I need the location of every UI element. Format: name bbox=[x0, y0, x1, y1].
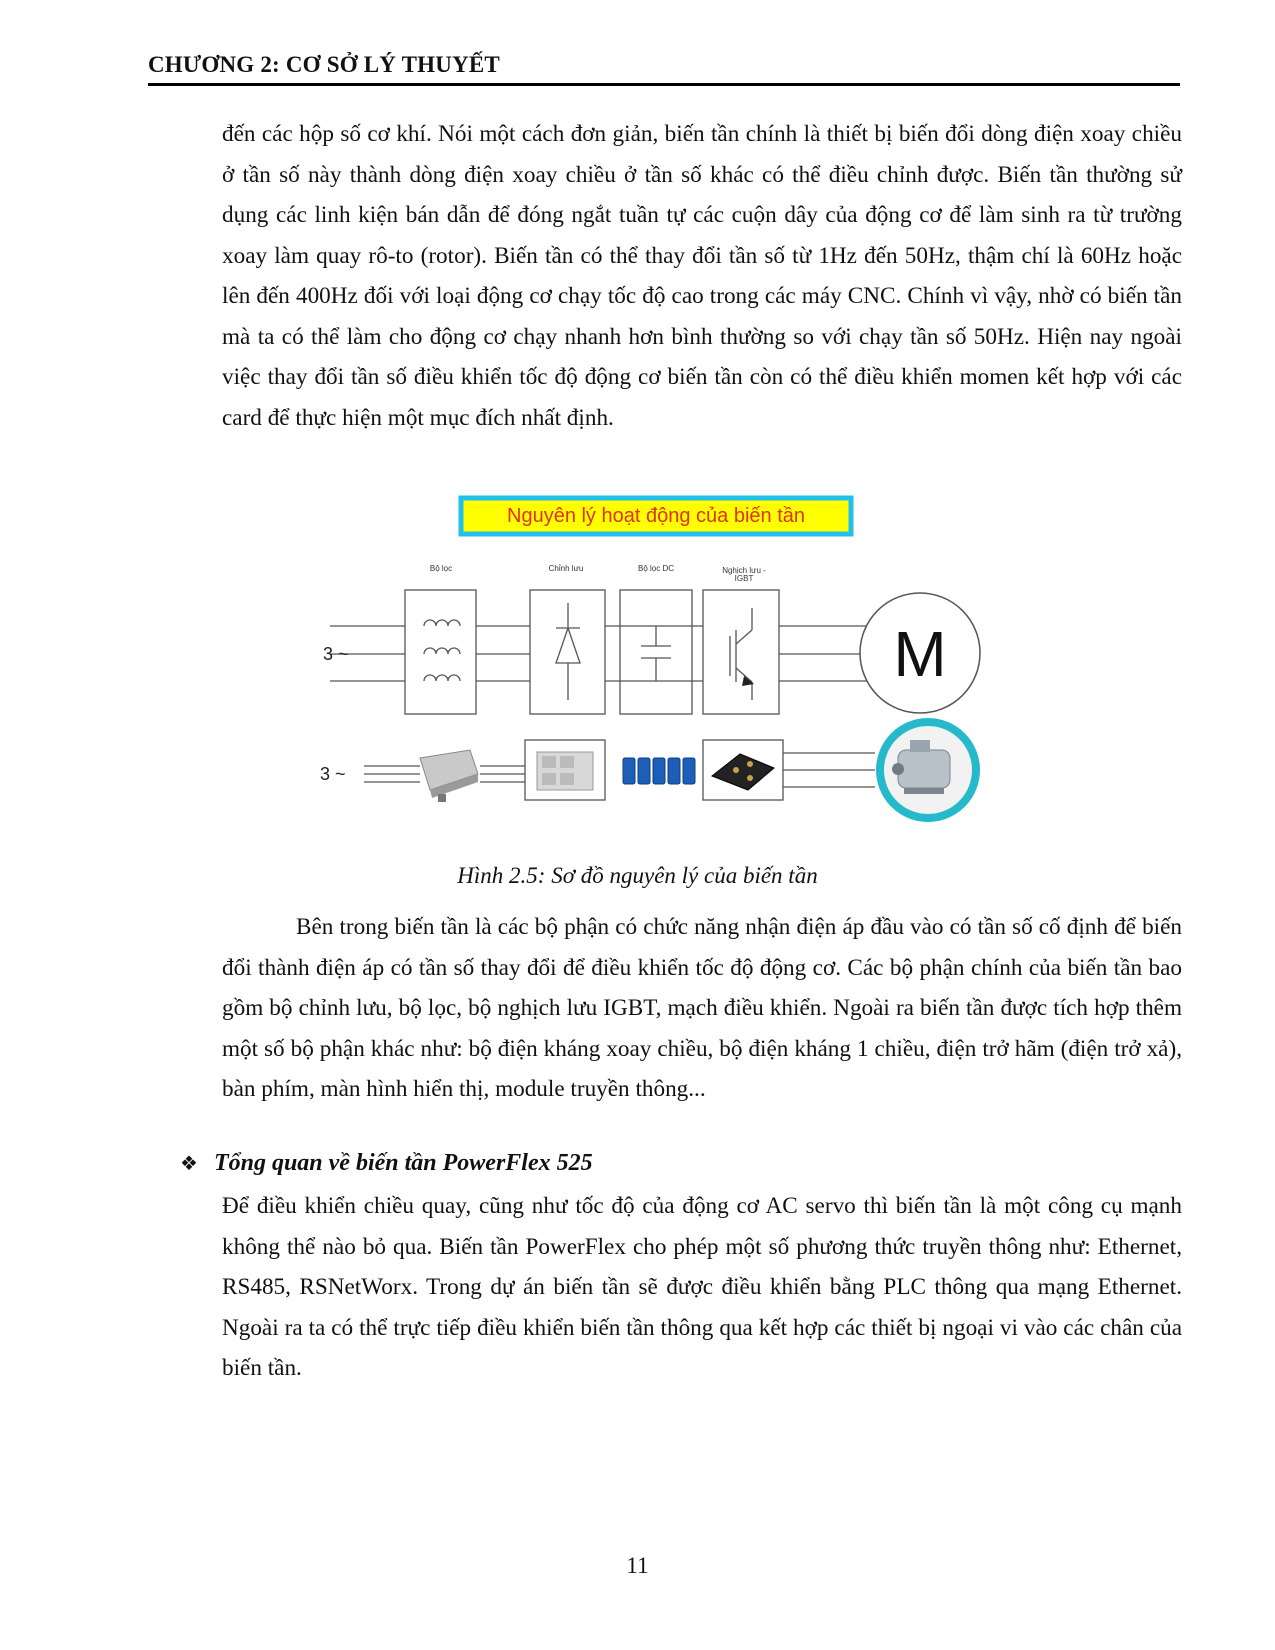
figure-caption: Hình 2.5: Sơ đồ nguyên lý của biến tần bbox=[457, 863, 818, 888]
figure-banner-title: Nguyên lý hoạt động của biến tần bbox=[507, 505, 805, 527]
paragraph-components: Bên trong biến tần là các bộ phận có chức năng nhận điện áp đầu vào có tần số cố định để biến đổi thành điện áp có tần số thay đổi để điều khiển tốc độ động cơ. Các bộ phận chính của biến tần bao gồm bộ chỉnh lưu, bộ lọc, bộ nghịch lưu IGBT, mạch điều khiển. Ngoài ra biến tần được tích hợp thêm một số bộ phận khác như: bộ điện kháng xoay chiều, bộ điện kháng 1 chiều, điện trở hãm (điện trở xả), bàn phím, màn hình hiển thị, module truyền thông... bbox=[222, 914, 1182, 1102]
section-heading bbox=[180, 1150, 593, 1177]
label-inverter-2: IGBT bbox=[734, 574, 754, 583]
motor-label: M bbox=[893, 618, 947, 690]
header-divider bbox=[148, 83, 1180, 86]
filter-unit-photo bbox=[420, 750, 478, 802]
block-filter bbox=[405, 590, 476, 714]
label-inverter-1: Nghịch lưu - bbox=[722, 566, 766, 575]
paragraph-powerflex: Để điều khiển chiều quay, cũng như tốc độ của động cơ AC servo thì biến tần là một công cụ mạnh không thể nào bỏ qua. Biến tần PowerFlex cho phép một số phương thức truyền thông như: Ethernet, RS485, RSNetWorx. Trong dự án biến tần sẽ được điều khiển bằng PLC thông qua mạng Ethernet. Ngoài ra ta có thể trực tiếp điều khiển biến tần thông qua kết hợp các thiết bị ngoại vi vào các chân của biến tần. bbox=[222, 1193, 1182, 1381]
inverter-principle-figure bbox=[320, 505, 1020, 848]
diamond-bullet-icon: ❖ bbox=[180, 1151, 198, 1175]
input-label-bottom: 3 ~ bbox=[320, 764, 346, 784]
capacitor-bank-photo bbox=[623, 758, 695, 784]
rectifier-module-photo bbox=[537, 752, 593, 790]
section-heading-text: Tổng quan về biến tần PowerFlex 525 bbox=[213, 1150, 593, 1176]
chapter-header: CHƯƠNG 2: CƠ SỞ LÝ THUYẾT bbox=[148, 52, 500, 77]
label-filter: Bộ lọc bbox=[429, 564, 453, 573]
page-number: 11 bbox=[626, 1553, 649, 1578]
paragraph-intro: đến các hộp số cơ khí. Nói một cách đơn giản, biến tần chính là thiết bị biến đổi dòng điện xoay chiều ở tần số này thành dòng điện xoay chiều ở tần số khác có thể điều chỉnh được. Biến tần thường sử dụng các linh kiện bán dẫn để đóng ngắt tuần tự các cuộn dây của động cơ để làm sinh ra từ trường xoay làm quay rô-to (rotor). Biến tần có thể thay đổi tần số từ 1Hz đến 50Hz, thậm chí là 60Hz hoặc lên đến 400Hz đối với loại động cơ chạy tốc độ cao trong các máy CNC. Chính vì vậy, nhờ có biến tần mà ta có thể làm cho động cơ chạy nhanh hơn bình thường so với chạy tần số 50Hz. Hiện nay ngoài việc thay đổi tần số điều khiển tốc độ động cơ biến tần còn có thể điều khiển momen kết hợp với các card để thực hiện một mục đích nhất định. bbox=[222, 121, 1182, 431]
label-dc-filter: Bộ lọc DC bbox=[637, 564, 675, 573]
block-inverter bbox=[703, 590, 779, 714]
figure-diagram bbox=[320, 505, 1020, 848]
block-dc-filter bbox=[620, 590, 692, 714]
label-rectifier: Chỉnh lưu bbox=[548, 564, 584, 573]
input-label-top: 3 ~ bbox=[323, 644, 349, 664]
motor-photo bbox=[880, 722, 976, 818]
igbt-module-photo bbox=[712, 754, 774, 790]
